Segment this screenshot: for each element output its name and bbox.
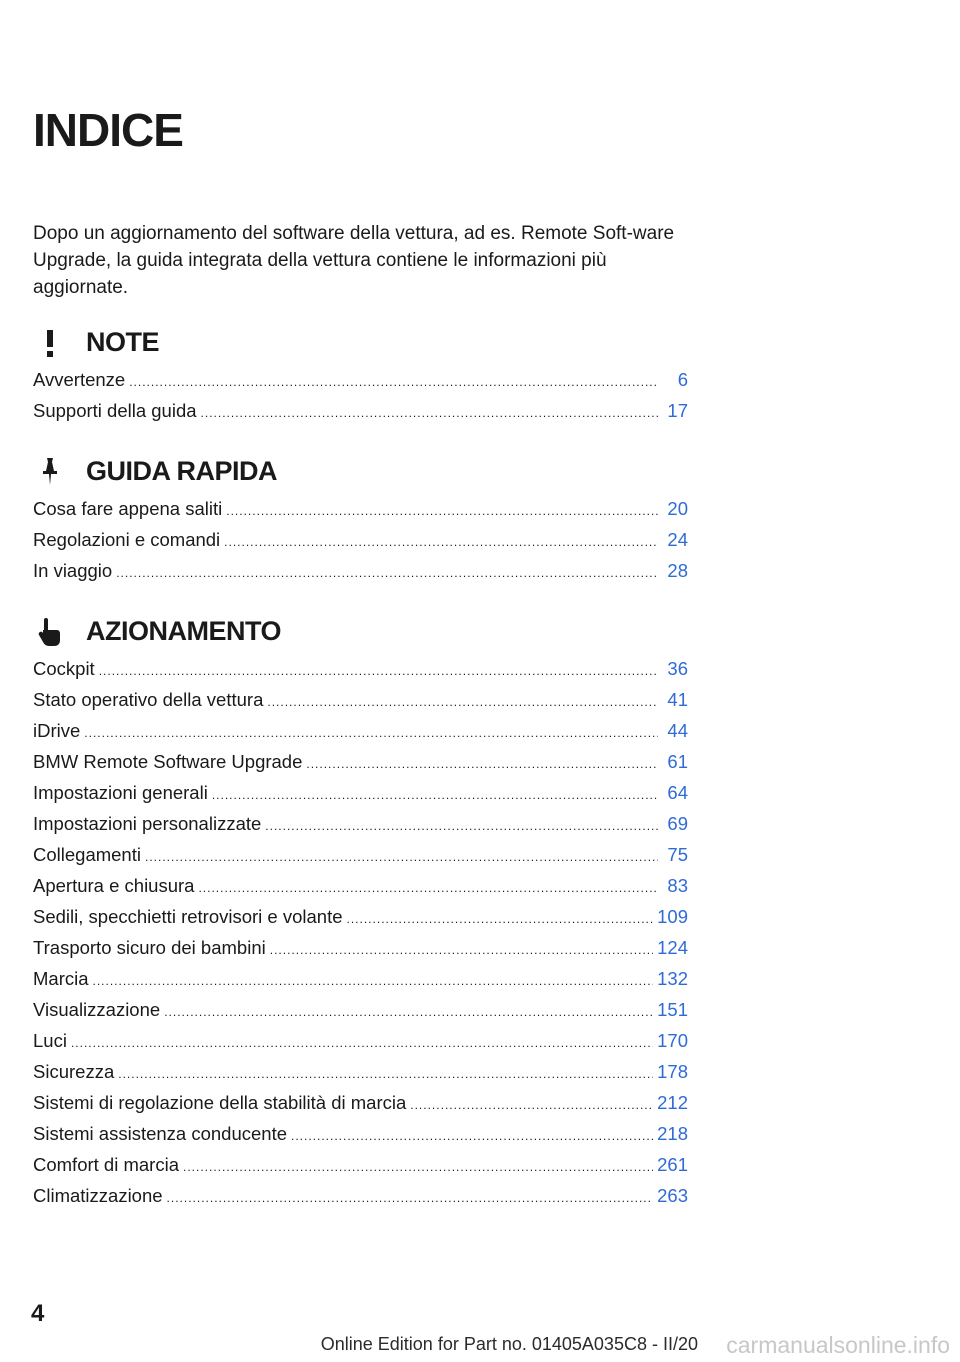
- toc-entry-label: Climatizzazione: [33, 1185, 163, 1206]
- toc-entry[interactable]: [33, 1149, 688, 1180]
- toc-entry[interactable]: [33, 1118, 688, 1149]
- toc-entry-label: Sistemi di regolazione della stabilità di marcia: [33, 1092, 407, 1113]
- toc-page-link[interactable]: 218: [657, 1123, 688, 1144]
- toc-entry-label: Trasporto sicuro dei bambini: [33, 937, 266, 958]
- toc-entry[interactable]: [33, 524, 688, 555]
- toc-entry-label: Collegamenti: [33, 844, 141, 865]
- leader-dots: [265, 811, 658, 842]
- section-title: NOTE: [86, 327, 160, 357]
- toc-entry-label: Impostazioni generali: [33, 782, 208, 803]
- toc-entry-label: Cockpit: [33, 658, 95, 679]
- toc-entry-label: Marcia: [33, 968, 89, 989]
- toc-page-link[interactable]: 261: [657, 1154, 688, 1175]
- toc-entry[interactable]: [33, 932, 688, 963]
- toc-entry[interactable]: [33, 555, 688, 586]
- toc-list: [33, 653, 688, 1211]
- toc-entry-label: Sistemi assistenza conducente: [33, 1123, 287, 1144]
- leader-dots: [224, 527, 658, 558]
- section-title: AZIONAMENTO: [86, 616, 281, 646]
- toc-page-link[interactable]: 151: [657, 999, 688, 1020]
- toc-entry-label: iDrive: [33, 720, 81, 741]
- toc-entry-label: Impostazioni personalizzate: [33, 813, 262, 834]
- toc-page-link[interactable]: 44: [667, 720, 688, 741]
- leader-dots: [226, 496, 658, 527]
- toc-page-link[interactable]: 6: [677, 369, 688, 390]
- edition-footer: Online Edition for Part no. 01405A035C8 - II/20: [320, 1334, 698, 1354]
- leader-dots: [93, 966, 654, 997]
- leader-dots: [347, 904, 654, 935]
- toc-page-link[interactable]: 75: [667, 844, 688, 865]
- toc-page-link[interactable]: 28: [667, 560, 688, 581]
- section-header: [33, 609, 688, 653]
- toc-entry[interactable]: [33, 994, 688, 1025]
- toc-entry-label: Sicurezza: [33, 1061, 115, 1082]
- toc-entry[interactable]: [33, 1087, 688, 1118]
- toc-entry-label: Avvertenze: [33, 369, 126, 390]
- pointing-hand-icon: [33, 617, 67, 647]
- toc-page-link[interactable]: 170: [657, 1030, 688, 1051]
- toc-entry[interactable]: [33, 1180, 688, 1211]
- leader-dots: [84, 718, 658, 749]
- toc-entry-label: Visualizzazione: [33, 999, 161, 1020]
- toc-entry[interactable]: [33, 808, 688, 839]
- toc-entry[interactable]: [33, 715, 688, 746]
- toc-entry[interactable]: [33, 777, 688, 808]
- leader-dots: [267, 687, 658, 718]
- toc-page-link[interactable]: 263: [657, 1185, 688, 1206]
- toc-page-link[interactable]: 132: [657, 968, 688, 989]
- leader-dots: [99, 656, 658, 687]
- toc-entry[interactable]: [33, 493, 688, 524]
- toc-entry-label: Regolazioni e comandi: [33, 529, 221, 550]
- leader-dots: [145, 842, 658, 873]
- leader-dots: [201, 398, 658, 429]
- toc-entry-label: Luci: [33, 1030, 67, 1051]
- leader-dots: [291, 1121, 653, 1152]
- toc-entry[interactable]: [33, 364, 688, 395]
- section-header: [33, 320, 688, 364]
- watermark-text: carmanualsonline.info: [726, 1332, 950, 1358]
- toc-entry-label: Cosa fare appena saliti: [33, 498, 223, 519]
- toc-page-link[interactable]: 178: [657, 1061, 688, 1082]
- leader-dots: [306, 749, 658, 780]
- toc-list: [33, 364, 688, 426]
- toc-entry[interactable]: [33, 963, 688, 994]
- toc-entry[interactable]: [33, 839, 688, 870]
- section-header: [33, 449, 688, 493]
- leader-dots: [167, 1183, 654, 1214]
- leader-dots: [164, 997, 653, 1028]
- toc-entry-label: Supporti della guida: [33, 400, 197, 421]
- toc-entry-label: Stato operativo della vettura: [33, 689, 264, 710]
- section-guida-rapida: [33, 449, 688, 586]
- section-title: GUIDA RAPIDA: [86, 456, 278, 486]
- toc-entry[interactable]: [33, 395, 688, 426]
- toc-page-link[interactable]: 69: [667, 813, 688, 834]
- leader-dots: [198, 873, 658, 904]
- toc-page-link[interactable]: 124: [657, 937, 688, 958]
- toc-entry[interactable]: [33, 746, 688, 777]
- pushpin-icon: [33, 457, 67, 487]
- intro-paragraph: Dopo un aggiornamento del software della vettura, ad es. Remote Soft-ware Upgrade, la guida integrata della vettura contiene le informazioni più aggiornate.: [33, 223, 675, 298]
- leader-dots: [71, 1028, 653, 1059]
- leader-dots: [212, 780, 658, 811]
- toc-entry[interactable]: [33, 901, 688, 932]
- section-azionamento: [33, 609, 688, 1211]
- exclamation-icon: [33, 328, 67, 358]
- toc-entry-label: BMW Remote Software Upgrade: [33, 751, 303, 772]
- toc-page-link[interactable]: 83: [667, 875, 688, 896]
- toc-entry-label: Sedili, specchietti retrovisori e volante: [33, 906, 343, 927]
- leader-dots: [183, 1152, 653, 1183]
- leader-dots: [270, 935, 653, 966]
- page-title: INDICE: [33, 104, 183, 156]
- toc-page-link[interactable]: 212: [657, 1092, 688, 1113]
- page-number: 4: [31, 1300, 45, 1327]
- toc-entry[interactable]: [33, 653, 688, 684]
- toc-entry[interactable]: [33, 1056, 688, 1087]
- leader-dots: [410, 1090, 653, 1121]
- toc-entry-label: In viaggio: [33, 560, 113, 581]
- toc-page-link[interactable]: 41: [667, 689, 688, 710]
- toc-page-link[interactable]: 61: [667, 751, 688, 772]
- section-note: [33, 320, 688, 426]
- leader-dots: [116, 558, 658, 589]
- toc-page-link[interactable]: 24: [667, 529, 688, 550]
- toc-page-link[interactable]: 36: [667, 658, 688, 679]
- toc-entry[interactable]: [33, 870, 688, 901]
- toc-entry[interactable]: [33, 684, 688, 715]
- toc-page-link[interactable]: 64: [667, 782, 688, 803]
- toc-list: [33, 493, 688, 586]
- leader-dots: [118, 1059, 653, 1090]
- leader-dots: [129, 367, 658, 398]
- toc-entry-label: Comfort di marcia: [33, 1154, 179, 1175]
- toc-page-link[interactable]: 17: [667, 400, 688, 421]
- toc-page-link[interactable]: 109: [657, 906, 688, 927]
- toc-entry[interactable]: [33, 1025, 688, 1056]
- toc-page-link[interactable]: 20: [667, 498, 688, 519]
- toc-entry-label: Apertura e chiusura: [33, 875, 195, 896]
